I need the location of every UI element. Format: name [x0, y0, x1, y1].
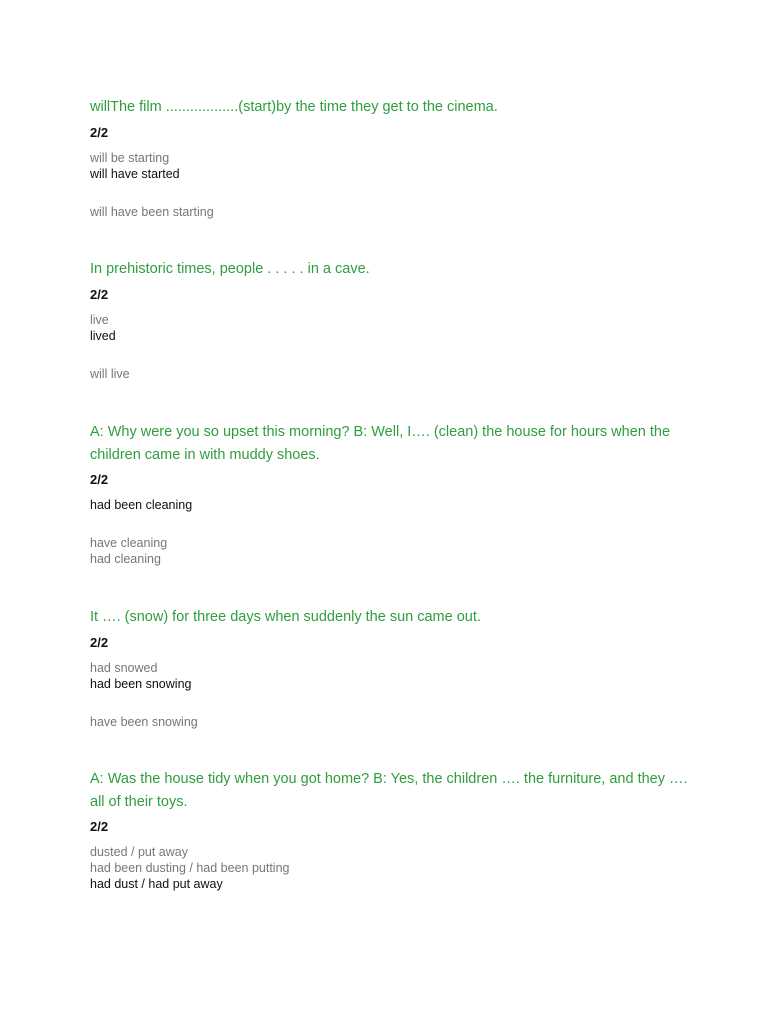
- answer-option-selected[interactable]: will have started: [90, 166, 180, 181]
- answer-option-selected[interactable]: lived: [90, 328, 116, 343]
- question-1: [90, 96, 690, 220]
- answer-option[interactable]: had snowed: [90, 660, 158, 675]
- question-3: [90, 421, 690, 567]
- answer-option-selected[interactable]: had been snowing: [90, 676, 192, 691]
- question-5: [90, 768, 690, 892]
- answer-option[interactable]: have cleaning: [90, 536, 168, 550]
- score: 2/2: [90, 819, 109, 834]
- question-text: It …. (snow) for three days when suddenly the sun came out.: [90, 609, 481, 625]
- score: 2/2: [90, 124, 109, 140]
- question-text: A: Was the house tidy when you got home? B: Yes, the children …. the furniture, and they …. all of their toys.: [90, 771, 688, 810]
- answer-option[interactable]: will live: [90, 366, 130, 381]
- question-text: A: Why were you so upset this morning? B: Well, I…. (clean) the house for hours when the children came in with muddy shoes.: [90, 424, 671, 463]
- answer-option[interactable]: have been snowing: [90, 714, 198, 729]
- answer-option[interactable]: live: [90, 312, 109, 327]
- score: 2/2: [90, 472, 109, 487]
- answer-option[interactable]: will be starting: [90, 150, 170, 165]
- answer-option-selected[interactable]: had dust / had put away: [90, 877, 223, 891]
- answer-option[interactable]: had been dusting / had been putting: [90, 861, 290, 875]
- score: 2/2: [90, 634, 109, 650]
- answer-option[interactable]: will have been starting: [90, 204, 214, 219]
- question-4: [90, 606, 690, 730]
- answer-option[interactable]: had cleaning: [90, 552, 161, 566]
- question-2: [90, 258, 690, 382]
- answer-option-selected[interactable]: had been cleaning: [90, 498, 193, 512]
- question-text: In prehistoric times, people . . . . . in a cave.: [90, 261, 370, 277]
- score: 2/2: [90, 286, 109, 302]
- answer-option[interactable]: dusted / put away: [90, 845, 188, 859]
- question-text: willThe film ..................(start)by the time they get to the cinema.: [90, 99, 498, 115]
